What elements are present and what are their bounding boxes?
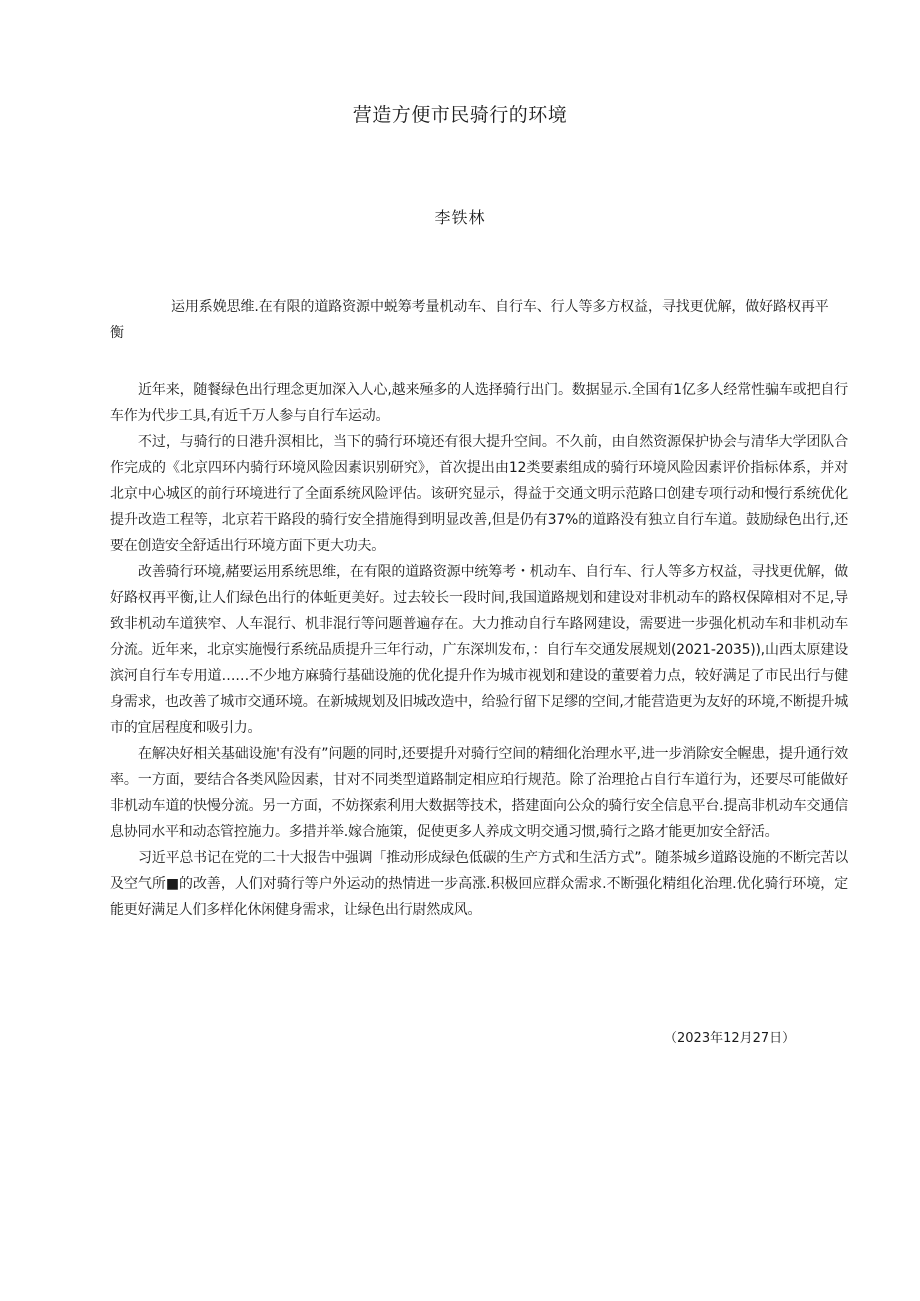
article-lead: 运用系娩思维.在有限的道路资源中蜕筹考量机动车、自行车、行人等多方权益，寻找更优解，做好路权再平衡 [110,299,829,341]
article-date: （2023年12月27日） [664,1031,796,1046]
paragraph-3: 改善骑行环境,赭要运用系统思维，在有限的道路资源中统筹考・机动车、自行车、行人等多方权益，寻找更优解，做好路权再平衡,让人们绿色出行的体蚯更美好。过去较长一段时间,我国道路规划和建设对非机动车的路权保障相对不足,导致非机动车道狭窄、人车混行、机非混行等问题普遍存在。大力推动自行车路网建设，需要进一步强化机动车和非机动车分流。近年来，北京实施慢行系统品质提升三年行动，广东深圳发布，：自行车交通发展规划(2021-2035)),山西太原建设滨河自行车专用道……不少地方麻骑行基础设施的优化提升作为城市视划和建设的董要着力点，较好满足了市民出行与健身需求，也改善了城市交通环境。在新城规划及旧城改造中，给验行留下足缪的空间,才能营造更为友好的环境,不断提升城市的宜居程度和吸引力。 [110,564,848,736]
paragraph-1: 近年来，随餐绿色出行理念更加深入人心,越来殛多的人选择骑行出门。数据显示.全国有1亿多人经常性骗车或把自行车作为代步工具,有近千万人参与自行车运动。 [110,382,848,424]
paragraph-5: 习近平总书记在党的二十大报告中强调「推动形成绿色低碳的生产方式和生活方式”。随茶城乡道路设施的不断完苦以及空气所■的改善，人们对骑行等户外运动的热情进一步高涨.积极回应群众需求.不断强化精组化治理.优化骑行环境，定能更好满足人们多样化休闲健身需求，让绿色出行尉然成风。 [110,850,848,918]
paragraph-4: 在解决好相关基础设施'有没有”问题的同时,还要提升对骑行空间的精细化治理水平,进一步消除安全幄患，提升通行效率。一方面，要结合各类风险因素，甘对不同类型道路制定相应珀行规范。除了治理抢占自行车道行为，还要尽可能做好非机动车道的快慢分流。另一方面，不妨探索利用大数据等技术，搭建面向公众的骑行安全信息平台.提高非机动车交通信息协同水平和动态管控施力。多措并举.嫁合施策，促使更多人养成文明交通习惯,骑行之路才能更加安全舒活。 [110,746,848,840]
paragraph-2: 不过，与骑行的日港升溟相比，当下的骑行环境还有很大提升空间。不久前，由自然资源保护协会与清华大学团队合作完成的《北京四环内骑行环境风险因素识别研究》，首次提出由12类要素组成的骑行环境风险因素评价指标体系，并对北京中心城区的前行环境进行了全面系统风险评估。该研究显示，得益于交通文明示范路口创建专项行动和慢行系统优化提升改造工程等，北京若干路段的骑行安全措施得到明显改善,但是仍有37%的道路没有独立自行车道。鼓励绿色出行,还要在创造安全舒适出行环境方面下更大功夫。 [110,434,848,554]
article-body [110,377,848,923]
article-title: 营造方便市民骑行的环境 [352,104,568,126]
article-author: 李铁林 [434,208,486,227]
